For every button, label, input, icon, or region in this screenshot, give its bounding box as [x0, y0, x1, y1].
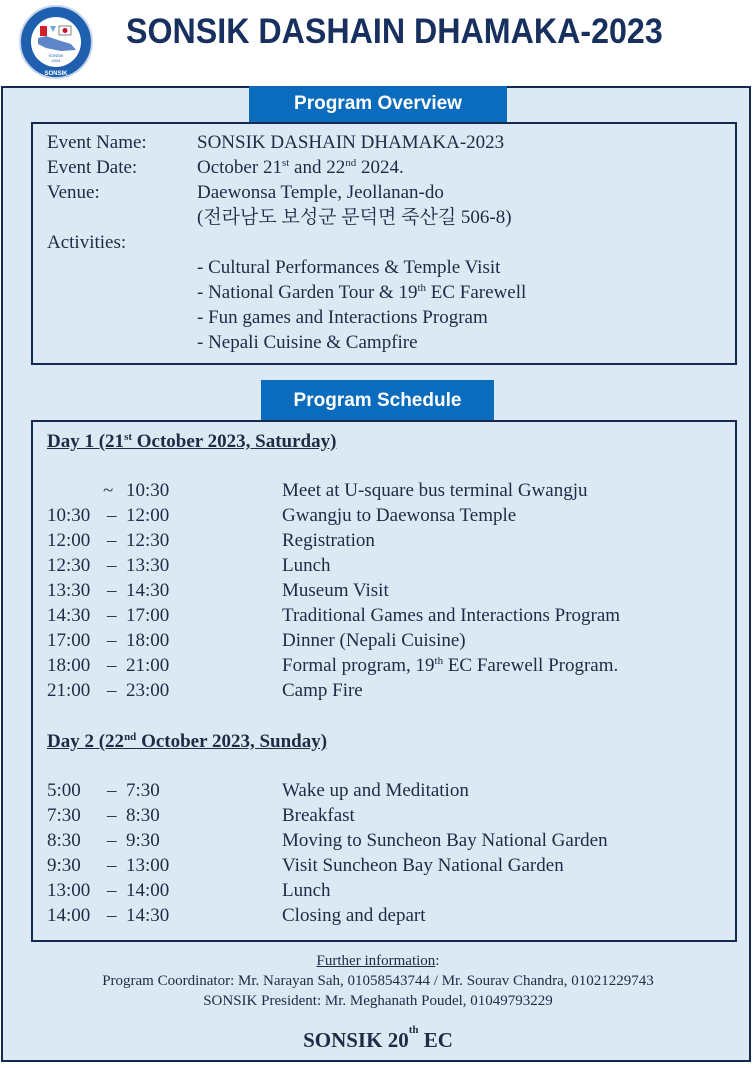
schedule-start-time: 5:00 — [47, 780, 81, 801]
activity-item: - National Garden Tour & 19th EC Farewell — [197, 282, 527, 303]
schedule-end-time: 18:00 — [126, 630, 170, 651]
schedule-separator: – — [107, 805, 117, 826]
schedule-end-time: 21:00 — [126, 655, 170, 676]
schedule-separator: – — [107, 680, 117, 701]
sonsik-ec-signature: SONSIK 20th EC — [303, 1024, 453, 1052]
event-name-value: SONSIK DASHAIN DHAMAKA-2023 — [197, 132, 505, 153]
schedule-start-time: 9:30 — [47, 855, 81, 876]
schedule-start-time: 18:00 — [47, 655, 91, 676]
schedule-activity: Registration — [282, 530, 375, 551]
activity-item: - Fun games and Interactions Program — [197, 307, 488, 328]
event-date-value: October 21st and 22nd 2024. — [197, 157, 404, 178]
schedule-end-time: 7:30 — [126, 780, 160, 801]
schedule-activity: Meet at U-square bus terminal Gwangju — [282, 480, 588, 501]
logo-bottom-text: SONSIK — [44, 71, 68, 77]
schedule-activity: Visit Suncheon Bay National Garden — [282, 855, 564, 876]
schedule-separator: – — [107, 880, 117, 901]
schedule-activity: Gwangju to Daewonsa Temple — [282, 505, 517, 526]
logo-year: 2004 — [51, 58, 61, 63]
schedule-separator: – — [107, 555, 117, 576]
schedule-start-time: 10:30 — [47, 505, 91, 526]
schedule-separator: – — [107, 505, 117, 526]
schedule-activity: Museum Visit — [282, 580, 389, 601]
logo-year-label: SONSIK — [48, 53, 64, 58]
schedule-start-time: 14:30 — [47, 605, 91, 626]
schedule-end-time: 8:30 — [126, 805, 160, 826]
further-information: Further information: — [316, 953, 440, 969]
schedule-activity: Dinner (Nepali Cuisine) — [282, 630, 466, 651]
schedule-separator: – — [107, 630, 117, 651]
schedule-start-time: 7:30 — [47, 805, 81, 826]
day2-heading: Day 2 (22nd October 2023, Sunday) — [47, 731, 328, 752]
schedule-separator: – — [107, 580, 117, 601]
president-info: SONSIK President: Mr. Meghanath Poudel, 01049793229 — [203, 993, 553, 1009]
schedule-start-time: 13:00 — [47, 880, 91, 901]
schedule-separator: – — [107, 655, 117, 676]
program-overview-heading: Program Overview — [249, 86, 507, 122]
schedule-end-time: 14:30 — [126, 580, 170, 601]
schedule-start-time: 14:00 — [47, 905, 91, 926]
program-schedule-heading: Program Schedule — [261, 380, 494, 420]
page-title: SONSIK DASHAIN DHAMAKA-2023 — [126, 12, 663, 51]
schedule-activity: Moving to Suncheon Bay National Garden — [282, 830, 608, 851]
schedule-activity: Camp Fire — [282, 680, 363, 701]
schedule-start-time: 12:30 — [47, 555, 91, 576]
schedule-separator: ~ — [103, 480, 114, 501]
schedule-end-time: 12:30 — [126, 530, 170, 551]
schedule-separator: – — [107, 780, 117, 801]
schedule-activity: Closing and depart — [282, 905, 426, 926]
schedule-end-time: 14:00 — [126, 880, 170, 901]
schedule-separator: – — [107, 605, 117, 626]
schedule-activity: Wake up and Meditation — [282, 780, 469, 801]
activities-label: Activities: — [47, 232, 127, 253]
coordinator-info: Program Coordinator: Mr. Narayan Sah, 01058543744 / Mr. Sourav Chandra, 01021229743 — [102, 973, 654, 989]
schedule-end-time: 9:30 — [126, 830, 160, 851]
schedule-start-time: 12:00 — [47, 530, 91, 551]
event-name-label: Event Name: — [47, 132, 147, 153]
schedule-end-time: 13:00 — [126, 855, 170, 876]
schedule-separator: – — [107, 830, 117, 851]
schedule-activity: Lunch — [282, 880, 331, 901]
activity-item: - Nepali Cuisine & Campfire — [197, 332, 418, 353]
schedule-separator: – — [107, 530, 117, 551]
schedule-end-time: 12:00 — [126, 505, 170, 526]
day1-heading: Day 1 (21st October 2023, Saturday) — [47, 431, 337, 452]
schedule-start-time: 8:30 — [47, 830, 81, 851]
sonsik-logo — [16, 4, 96, 80]
venue-line-1: Daewonsa Temple, Jeollanan-do — [197, 182, 444, 203]
event-date-label: Event Date: — [47, 157, 138, 178]
schedule-end-time: 10:30 — [126, 480, 170, 501]
schedule-start-time: 13:30 — [47, 580, 91, 601]
schedule-start-time: 17:00 — [47, 630, 91, 651]
schedule-activity: Breakfast — [282, 805, 355, 826]
schedule-start-time: 21:00 — [47, 680, 91, 701]
schedule-end-time: 23:00 — [126, 680, 170, 701]
schedule-activity: Traditional Games and Interactions Program — [282, 605, 621, 626]
schedule-separator: – — [107, 905, 117, 926]
schedule-end-time: 14:30 — [126, 905, 170, 926]
schedule-activity: Lunch — [282, 555, 331, 576]
venue-line-2: (전라남도 보성군 문덕면 죽산길 506-8) — [197, 207, 512, 228]
activity-item: - Cultural Performances & Temple Visit — [197, 257, 501, 278]
schedule-activity: Formal program, 19th EC Farewell Program. — [282, 655, 619, 676]
venue-label: Venue: — [47, 182, 100, 203]
schedule-separator: – — [107, 855, 117, 876]
schedule-end-time: 13:30 — [126, 555, 170, 576]
schedule-end-time: 17:00 — [126, 605, 170, 626]
